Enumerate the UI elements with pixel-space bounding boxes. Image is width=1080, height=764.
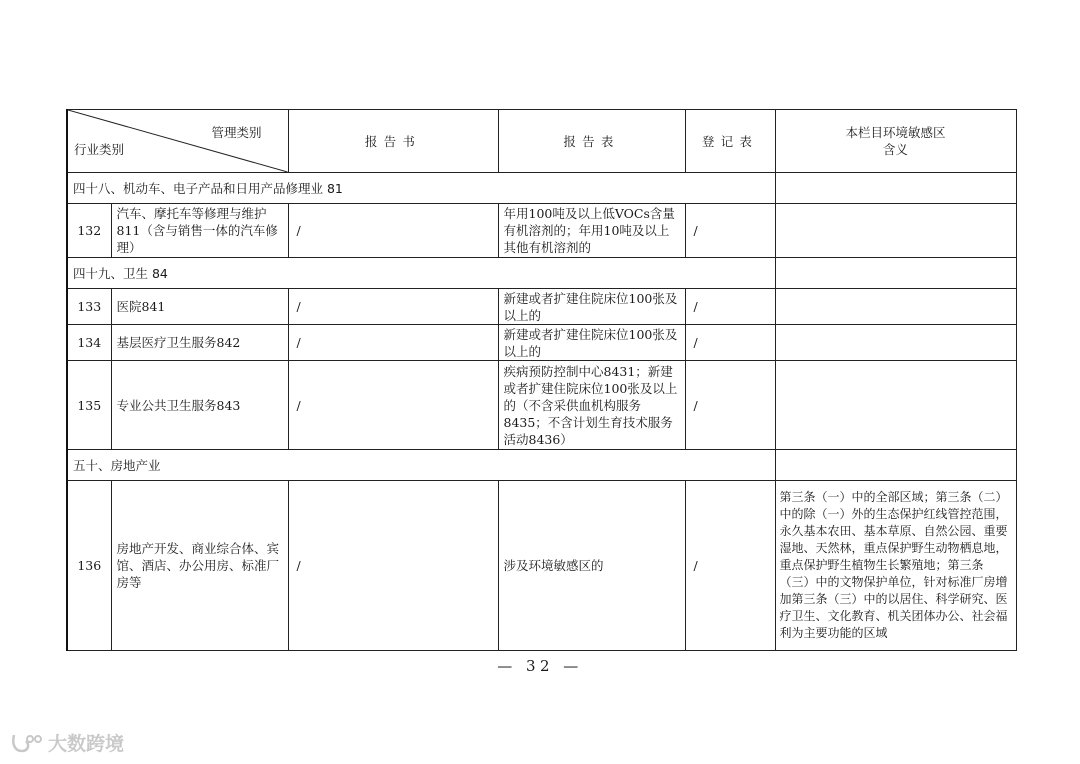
industry-cell: 医院841 xyxy=(111,289,288,325)
report-book-cell: / xyxy=(288,325,498,361)
row-number: 132 xyxy=(67,204,111,258)
industry-category-label: 行业类别 xyxy=(74,142,125,157)
section-row-50 xyxy=(67,450,1016,481)
table-header-row xyxy=(67,110,1016,173)
report-book-cell: / xyxy=(288,204,498,258)
registration-cell: / xyxy=(685,289,775,325)
registration-cell: / xyxy=(685,361,775,450)
row-number: 135 xyxy=(67,361,111,450)
watermark xyxy=(10,729,124,756)
report-form-cell: 年用100吨及以上低VOCs含量有机溶剂的；年用10吨及以上其他有机溶剂的 xyxy=(498,204,685,258)
section-row-49 xyxy=(67,258,1016,289)
industry-cell: 基层医疗卫生服务842 xyxy=(111,325,288,361)
header-corner-cell xyxy=(67,110,288,173)
table-row xyxy=(67,289,1016,325)
report-form-header: 报告表 xyxy=(498,110,685,173)
report-form-cell: 新建或者扩建住院床位100张及以上的 xyxy=(498,325,685,361)
table-row xyxy=(67,204,1016,258)
empty-cell xyxy=(775,173,1016,204)
industry-cell: 专业公共卫生服务843 xyxy=(111,361,288,450)
page-number: — 32 — xyxy=(497,657,583,675)
classification-table xyxy=(66,109,1017,651)
report-book-cell: / xyxy=(288,289,498,325)
watermark-text: 大数跨境 xyxy=(48,733,125,755)
registration-cell: / xyxy=(685,204,775,258)
sensitive-area-header-line1: 本栏目环境敏感区 xyxy=(845,125,946,140)
row-number: 136 xyxy=(67,481,111,651)
report-book-header: 报告书 xyxy=(288,110,498,173)
section-title: 五十、房地产业 xyxy=(67,450,775,481)
report-form-cell: 疾病预防控制中心8431；新建或者扩建住院床位100张及以上的（不含采供血机构服务8435；不含计划生育技术服务活动8436） xyxy=(498,361,685,450)
sensitive-cell xyxy=(775,325,1016,361)
empty-cell xyxy=(775,450,1016,481)
industry-cell: 汽车、摩托车等修理与维护811（含与销售一体的汽车修理） xyxy=(111,204,288,258)
table-row xyxy=(67,325,1016,361)
table-row xyxy=(67,481,1016,651)
management-category-label: 管理类别 xyxy=(211,125,262,140)
sensitive-cell xyxy=(775,289,1016,325)
report-form-cell: 涉及环境敏感区的 xyxy=(498,481,685,651)
section-title: 四十八、机动车、电子产品和日用产品修理业 81 xyxy=(67,173,775,204)
sensitive-area-header-line2: 含义 xyxy=(882,142,908,157)
sensitive-cell xyxy=(775,204,1016,258)
section-title: 四十九、卫生 84 xyxy=(67,258,775,289)
sensitive-cell xyxy=(775,361,1016,450)
report-book-cell: / xyxy=(288,361,498,450)
watermark-logo-icon xyxy=(10,731,48,755)
report-form-cell: 新建或者扩建住院床位100张及以上的 xyxy=(498,289,685,325)
report-book-cell: / xyxy=(288,481,498,651)
registration-cell: / xyxy=(685,325,775,361)
sensitive-cell: 第三条（一）中的全部区域；第三条（二）中的除（一）外的生态保护红线管控范围，永久基本农田、基本草原、自然公园、重要湿地、天然林，重点保护野生动物栖息地，重点保护野生植物生长繁殖地；第三条（三）中的文物保护单位，针对标准厂房增加第三条（三）中的以居住、科学研究、医疗卫生、文化教育、机关团体办公、社会福利为主要功能的区域 xyxy=(775,481,1016,651)
table-row xyxy=(67,361,1016,450)
registration-cell: / xyxy=(685,481,775,651)
sensitive-area-header xyxy=(775,110,1016,173)
registration-form-header: 登记表 xyxy=(685,110,775,173)
row-number: 133 xyxy=(67,289,111,325)
industry-cell: 房地产开发、商业综合体、宾馆、酒店、办公用房、标准厂房等 xyxy=(111,481,288,651)
section-row-48 xyxy=(67,173,1016,204)
empty-cell xyxy=(775,258,1016,289)
row-number: 134 xyxy=(67,325,111,361)
